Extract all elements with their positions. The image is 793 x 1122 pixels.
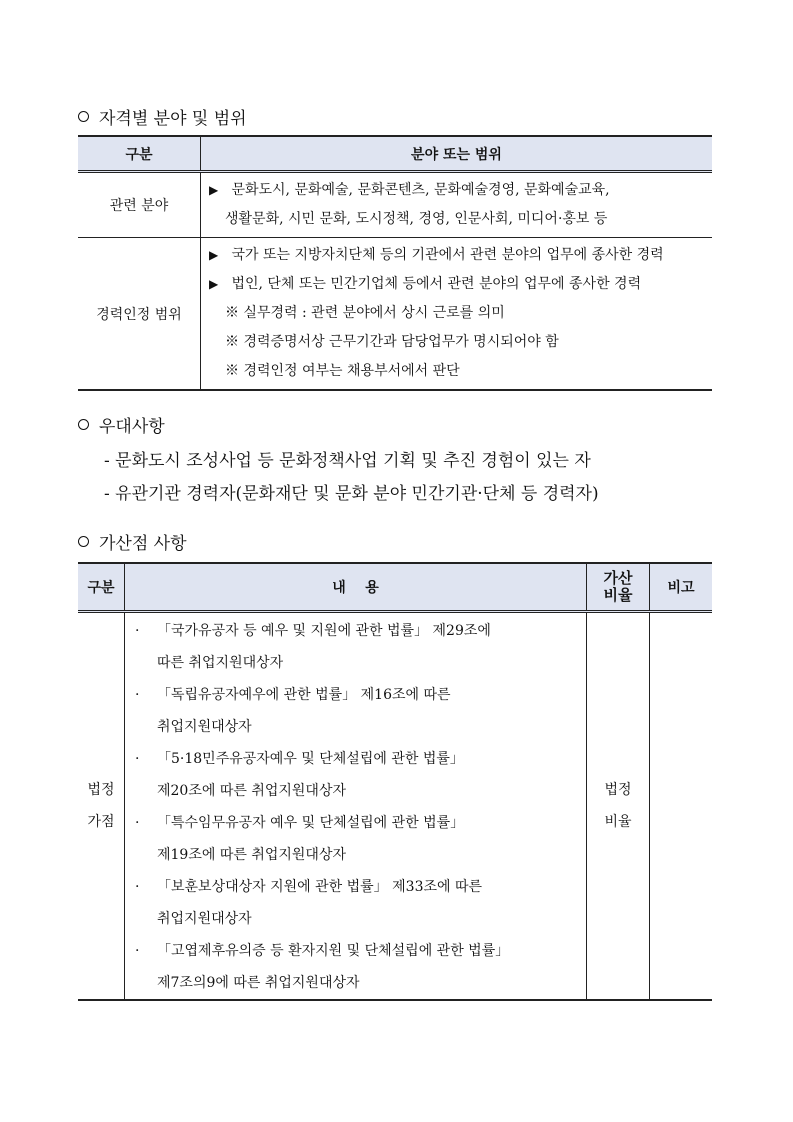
qualification-table (78, 135, 712, 391)
reference-mark-icon: ※ (225, 305, 239, 321)
section-heading-text: 가산점 사항 (99, 534, 187, 554)
law-item: · 「보훈보상대상자 지원에 관한 법률」 제33조에 따른 (125, 871, 586, 903)
section-heading-qualification (78, 104, 247, 129)
content-cell (125, 612, 587, 1001)
note-item: ※ 경력인정 여부는 채용부서에서 판단 (225, 363, 460, 379)
header-category: 구분 (78, 136, 201, 172)
dot-bullet-icon: · (135, 623, 140, 639)
circle-bullet-icon (78, 111, 89, 122)
reference-mark-icon: ※ (225, 363, 239, 379)
list-item-continuation: 생활문화, 시민 문화, 도시정책, 경영, 인문사회, 미디어·홍보 등 (225, 211, 608, 227)
bonus-points-table (78, 562, 712, 1001)
law-item-continuation: 제7조의9에 따른 취업지원대상자 (157, 975, 360, 991)
table-row (78, 172, 712, 238)
law-item: · 「5·18민주유공자예우 및 단체설립에 관한 법률」 (125, 743, 586, 775)
dot-bullet-icon: · (135, 687, 140, 703)
law-item-continuation: 따른 취업지원대상자 (157, 655, 284, 671)
section-heading-text: 자격별 분야 및 범위 (99, 109, 247, 129)
list-item: ▶ 문화도시, 문화예술, 문화콘텐츠, 문화예술경영, 문화예술교육, (201, 176, 712, 205)
header-ratio: 가산 비율 (587, 563, 650, 612)
dot-bullet-icon: · (135, 879, 140, 895)
law-list (125, 615, 586, 999)
table-header-row (78, 136, 712, 172)
table-header-row (78, 563, 712, 612)
dot-bullet-icon: · (135, 751, 140, 767)
law-item: · 「특수임무유공자 예우 및 단체설립에 관한 법률」 (125, 807, 586, 839)
list-item: ▶ 국가 또는 지방자치단체 등의 기관에서 관련 분야의 업무에 종사한 경력 (201, 241, 712, 270)
table-row (78, 612, 712, 1001)
note-item: ※ 경력증명서상 근무기간과 담당업무가 명시되어야 함 (225, 334, 559, 350)
preference-item: - 문화도시 조성사업 등 문화정책사업 기획 및 추진 경험이 있는 자 (104, 451, 591, 471)
table-row (78, 238, 712, 391)
section-heading-preference (78, 412, 165, 437)
section-heading-bonus (78, 529, 187, 554)
section-heading-text: 우대사항 (99, 417, 165, 437)
law-item-continuation: 제19조에 따른 취업지원대상자 (157, 847, 347, 863)
preference-item: - 유관기관 경력자(문화재단 및 문화 분야 민간기관·단체 등 경력자) (104, 484, 599, 504)
note-item: ※ 실무경력 : 관련 분야에서 상시 근로를 의미 (225, 305, 505, 321)
header-field-scope: 분야 또는 범위 (201, 136, 713, 172)
law-item-continuation: 취업지원대상자 (157, 911, 252, 927)
law-item: · 「고엽제후유의증 등 환자지원 및 단체설립에 관한 법률」 (125, 935, 586, 967)
circle-bullet-icon (78, 536, 89, 547)
law-item-continuation: 취업지원대상자 (157, 719, 252, 735)
triangle-bullet-icon: ▶ (209, 277, 219, 291)
circle-bullet-icon (78, 419, 89, 430)
triangle-bullet-icon: ▶ (209, 183, 219, 197)
header-remarks: 비고 (650, 563, 713, 612)
list-item: ▶ 법인, 단체 또는 민간기업체 등에서 관련 분야의 업무에 종사한 경력 (201, 270, 712, 299)
header-content: 내 용 (125, 563, 587, 612)
row-label-related-field: 관련 분야 (78, 172, 201, 238)
row-label-career-scope: 경력인정 범위 (78, 238, 201, 391)
remarks-cell (650, 612, 713, 1001)
category-cell: 법정 가점 (78, 612, 125, 1001)
law-item-continuation: 제20조에 따른 취업지원대상자 (157, 783, 347, 799)
triangle-bullet-icon: ▶ (209, 248, 219, 262)
dot-bullet-icon: · (135, 943, 140, 959)
reference-mark-icon: ※ (225, 334, 239, 350)
law-item: · 「독립유공자예우에 관한 법률」 제16조에 따른 (125, 679, 586, 711)
law-item: · 「국가유공자 등 예우 및 지원에 관한 법률」 제29조에 (125, 615, 586, 647)
ratio-cell: 법정 비율 (587, 612, 650, 1001)
dot-bullet-icon: · (135, 815, 140, 831)
header-category: 구분 (78, 563, 125, 612)
